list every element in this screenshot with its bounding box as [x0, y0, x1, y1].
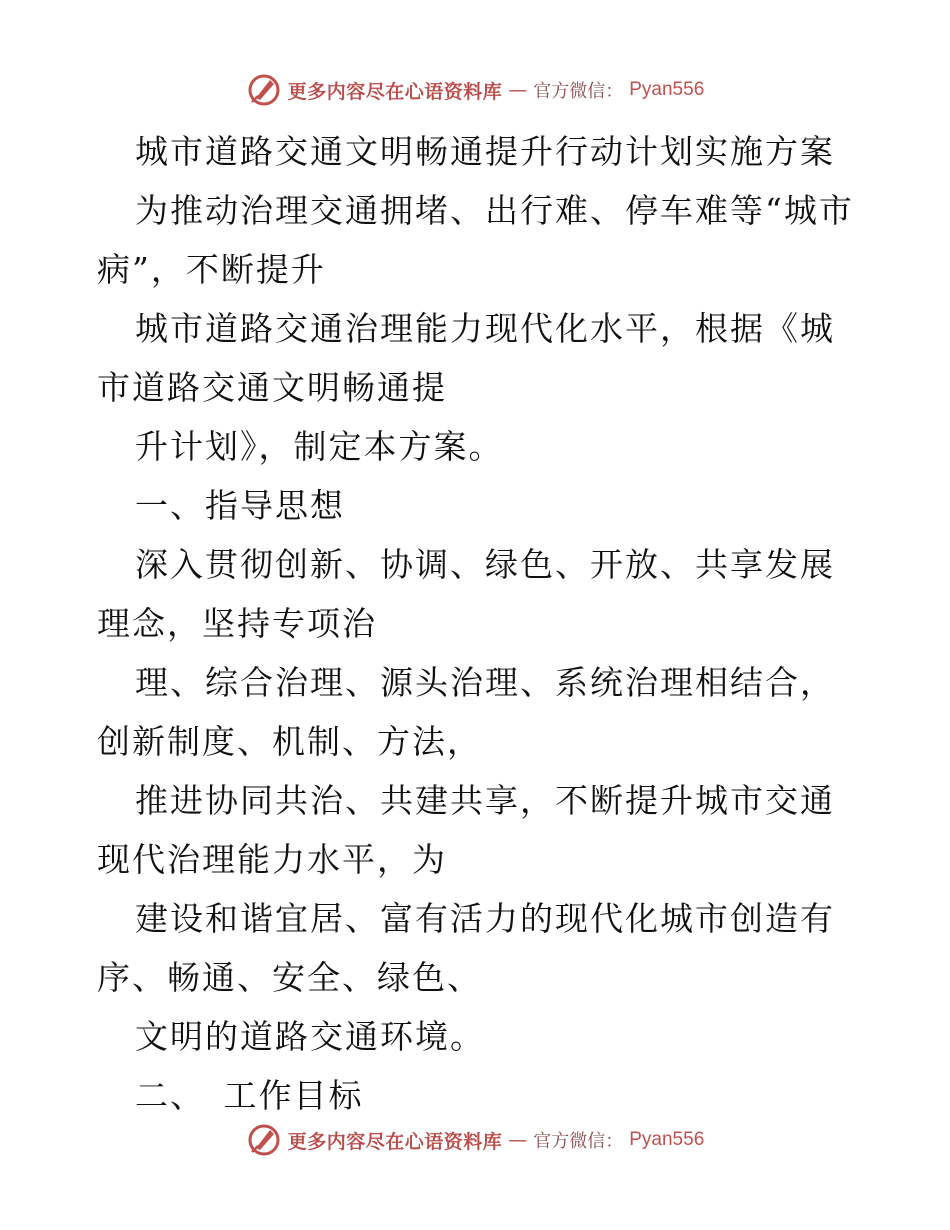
watermark-official-label: 官方微信：	[533, 1131, 624, 1152]
section-heading-work-goals: 二、 工作目标	[135, 1076, 364, 1115]
watermark-dash: —	[508, 79, 528, 101]
paragraph-ideology-3: 推进协同共治、共建共享，不断提升城市交通现代治理能力水平，为	[97, 781, 835, 879]
paragraph-ideology-4: 建设和谐宜居、富有活力的现代化城市创造有序、畅通、安全、绿色、	[97, 899, 835, 997]
watermark-official-label: 官方微信：	[533, 81, 624, 102]
paragraph-intro-2: 城市道路交通治理能力现代化水平，根据《城市道路交通文明畅通提	[97, 309, 835, 407]
document-body	[97, 122, 857, 1125]
red-quill-seal-icon	[246, 72, 282, 108]
document-title: 城市道路交通文明畅通提升行动计划实施方案	[135, 132, 835, 171]
watermark-footer	[0, 1120, 950, 1160]
watermark-site-text: 更多内容尽在心语资料库	[287, 80, 503, 103]
section-heading-guiding-ideology: 一、指导思想	[135, 486, 345, 525]
red-quill-seal-icon	[246, 1122, 282, 1158]
paragraph-ideology-1: 深入贯彻创新、协调、绿色、开放、共享发展理念，坚持专项治	[97, 545, 835, 643]
watermark-header	[0, 70, 950, 110]
paragraph-ideology-2: 理、综合治理、源头治理、系统治理相结合，创新制度、机制、方法，	[97, 663, 835, 761]
watermark-dash: —	[508, 1129, 528, 1151]
watermark-wechat-id: Pyan556	[629, 1129, 705, 1150]
watermark-wechat-id: Pyan556	[629, 79, 705, 100]
paragraph-ideology-5: 文明的道路交通环境。	[135, 1017, 485, 1056]
paragraph-intro-3: 升计划》，制定本方案。	[135, 427, 504, 466]
paragraph-intro-1: 为推动治理交通拥堵、出行难、停车难等“城市病”，不断提升	[97, 191, 854, 289]
watermark-site-text: 更多内容尽在心语资料库	[287, 1130, 503, 1153]
